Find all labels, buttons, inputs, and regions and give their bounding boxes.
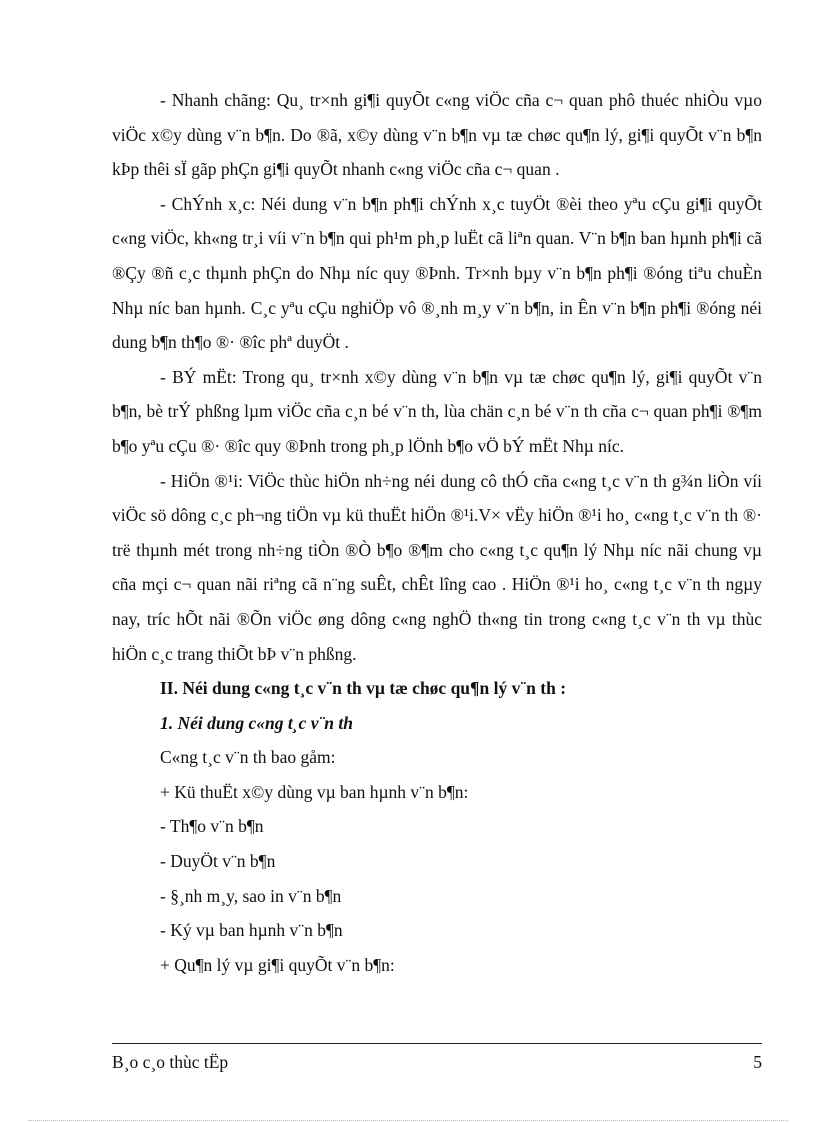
page-body: [112, 83, 762, 982]
list-item: C«ng t¸c v¨n th bao gåm:: [160, 747, 336, 768]
paragraph-bi-mat: - BÝ mËt: Trong qu¸ tr×nh x©y dùng v¨n b¶n vµ tæ chøc qu¶n lý, gi¶i quyÕt v¨n b¶n, bè trÝ phßng lµm viÖc cña c¸n bé v¨n th, lùa chän c¸n bé v¨n th cña c¬ quan ph¶i ®¶m b¶o yªu cÇu ®· ®îc quy ®Þnh trong ph¸p lÖnh b¶o vÖ bÝ mËt Nhµ níc.: [112, 366, 762, 456]
list-item: - DuyÖt v¨n b¶n: [160, 851, 276, 872]
list-item: + Qu¶n lý vµ gi¶i quyÕt v¨n b¶n:: [160, 954, 395, 975]
paragraph-chinh-xac: - ChÝnh x¸c: Néi dung v¨n b¶n ph¶i chÝnh x¸c tuyÖt ®èi theo yªu cÇu gi¶i quyÕt c«ng viÖc, kh«ng tr¸i víi v¨n b¶n qui ph¹m ph¸p luËt cã liªn quan. V¨n b¶n ban hµnh ph¶i cã ®Çy ®ñ c¸c thµnh phÇn do Nhµ níc quy ®Þnh. Tr×nh bµy v¨n b¶n ph¶i ®óng tiªu chuÈn Nhµ níc ban hµnh. C¸c yªu cÇu nghiÖp vô ®¸nh m¸y v¨n b¶n, in Ên v¨n b¶n ph¶i ®óng néi dung b¶n th¶o ®· ®îc phª duyÖt .: [112, 193, 762, 353]
page-edge-divider: [28, 1120, 788, 1121]
footer-title: B¸o c¸o thùc tËp: [112, 1052, 229, 1072]
paragraph-nhanh-chong: - Nhanh chãng: Qu¸ tr×nh gi¶i quyÕt c«ng viÖc cña c¬ quan phô thuéc nhiÒu vµo viÖc x©y dùng v¨n b¶n. Do ®ã, x©y dùng v¨n b¶n vµ tæ chøc qu¶n lý, gi¶i quyÕt v¨n b¶n kÞp thêi sÏ gãp phÇn gi¶i quyÕt nhanh c«ng viÖc cña c¬ quan .: [112, 90, 762, 180]
list-item: - §¸nh m¸y, sao in v¨n b¶n: [160, 885, 342, 906]
subsection-heading: 1. Néi dung c«ng t¸c v¨n th: [160, 712, 353, 733]
paragraph-hien-dai: - HiÖn ®¹i: ViÖc thùc hiÖn nh÷ng néi dung cô thÓ cña c«ng t¸c v¨n th g¾n liÒn víi viÖc sö dông c¸c ph¬ng tiÖn vµ kü thuËt hiÖn ®¹i.V× vËy hiÖn ®¹i ho¸ c«ng t¸c v¨n th ®· trë thµnh mét trong nh÷ng tiÒn ®Ò b¶o ®¶m cho c«ng t¸c qu¶n lý Nhµ níc nãi chung vµ cña mçi c¬ quan nãi riªng cã n¨ng suÊt, chÊt lîng cao . HiÖn ®¹i ho¸ c«ng t¸c v¨n th ngµy nay, tríc hÕt nãi ®Õn viÖc øng dông c«ng nghÖ th«ng tin trong c«ng t¸c v¨n th vµ thùc hiÖn c¸c trang thiÕt bÞ v¨n phßng.: [112, 470, 762, 664]
list-item: - Ký vµ ban hµnh v¨n b¶n: [160, 920, 343, 941]
footer-divider: [112, 1043, 762, 1044]
list-item: - Th¶o v¨n b¶n: [160, 816, 264, 837]
section-heading: II. Néi dung c«ng t¸c v¨n th vµ tæ chøc qu¶n lý v¨n th :: [160, 678, 567, 699]
page-number: 5: [753, 1052, 762, 1072]
list-item: + Kü thuËt x©y dùng vµ ban hµnh v¨n b¶n:: [160, 781, 469, 802]
